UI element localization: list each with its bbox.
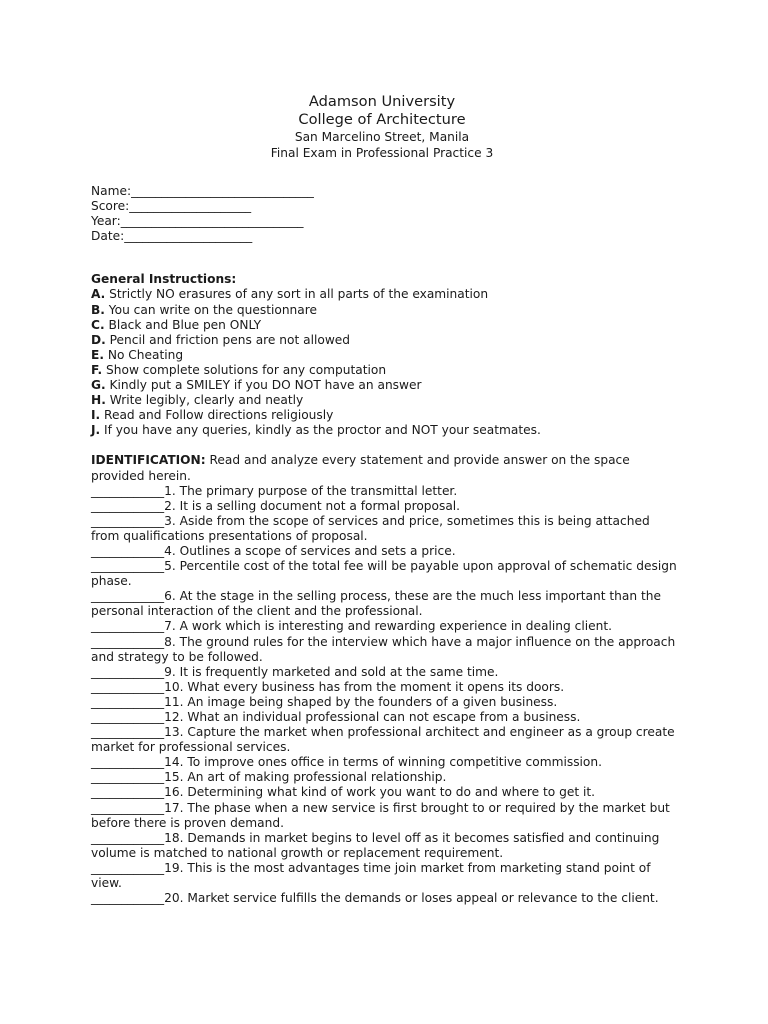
instruction-item: I. Read and Follow directions religiously: [91, 408, 334, 423]
instruction-item: F. Show complete solutions for any computation: [91, 362, 387, 377]
name-label: Name:: [91, 184, 132, 198]
date-field[interactable]: [91, 229, 681, 244]
instruction-item: C. Black and Blue pen ONLY: [91, 317, 262, 332]
answer-blank: ____________: [91, 589, 165, 604]
name-line: ______________________________: [131, 184, 314, 198]
answer-blank: ____________: [91, 710, 165, 724]
score-field[interactable]: [91, 199, 681, 214]
answer-blank: ____________: [91, 785, 165, 800]
exam-title: Final Exam in Professional Practice 3: [270, 146, 494, 160]
question-3[interactable]: ____________3. Aside from the scope of services and price, sometimes this is being attached from qualifications presentations of proposal.: [91, 513, 650, 543]
question-8[interactable]: ____________8. The ground rules for the interview which have a major influence on the approach and strategy to be followed.: [91, 634, 676, 664]
answer-blank: ____________: [91, 559, 165, 574]
answer-blank: ____________: [91, 543, 165, 558]
year-field[interactable]: [91, 214, 681, 229]
question-7[interactable]: ____________7. A work which is interesting and rewarding experience in dealing client.: [91, 619, 612, 634]
question-14[interactable]: ____________14. To improve ones office in terms of winning competitive commission.: [91, 755, 602, 770]
answer-blank: ____________: [91, 694, 165, 709]
question-2[interactable]: ____________2. It is a selling document not a formal proposal.: [91, 498, 461, 513]
answer-blank: ____________: [91, 725, 165, 740]
answer-blank: ____________: [91, 634, 165, 649]
question-16[interactable]: ____________16. Determining what kind of work you want to do and where to get it.: [91, 785, 596, 800]
identification-title: IDENTIFICATION:: [91, 453, 206, 468]
question-19[interactable]: ____________19. This is the most advantages time join market from marketing stand point of view.: [91, 860, 651, 891]
score-label: Score:: [91, 199, 130, 214]
exam-page: [91, 93, 681, 906]
answer-blank: ____________: [91, 498, 165, 513]
answer-blank: ____________: [91, 891, 165, 906]
answer-blank: ____________: [91, 483, 165, 498]
question-9[interactable]: ____________9. It is frequently marketed and sold at the same time.: [91, 664, 499, 679]
instruction-item: H. Write legibly, clearly and neatly: [91, 393, 304, 408]
question-20[interactable]: ____________20. Market service fulfills the demands or loses appeal or relevance to the client.: [91, 891, 659, 906]
answer-blank: ____________: [91, 513, 165, 528]
question-1[interactable]: ____________1. The primary purpose of the transmittal letter.: [91, 483, 458, 498]
identification-section: [91, 453, 681, 906]
identification-intro: IDENTIFICATION: Read and analyze every statement and provide answer on the space provided herein.: [91, 453, 630, 483]
answer-blank: ____________: [91, 830, 165, 845]
question-13[interactable]: ____________13. Capture the market when professional architect and engineer as a group create market for professional services.: [91, 725, 675, 755]
instruction-item: G. Kindly put a SMILEY if you DO NOT have an answer: [91, 378, 422, 393]
year-label: Year:: [91, 214, 121, 229]
instruction-item: E. No Cheating: [91, 347, 184, 362]
question-5[interactable]: ____________5. Percentile cost of the total fee will be payable upon approval of schematic design phase.: [91, 559, 677, 589]
answer-blank: ____________: [91, 679, 165, 694]
exam-header: [87, 93, 677, 161]
instruction-item: D. Pencil and friction pens are not allowed: [91, 332, 351, 347]
question-12[interactable]: ____________12. What an individual professional can not escape from a business.: [91, 710, 581, 724]
question-10[interactable]: ____________10. What every business has from the moment it opens its doors.: [91, 679, 565, 694]
university-name: Adamson University: [308, 93, 456, 110]
answer-blank: ____________: [91, 619, 165, 634]
instruction-item: B. You can write on the questionnare: [91, 302, 317, 317]
question-11[interactable]: ____________11. An image being shaped by the founders of a given business.: [91, 694, 558, 709]
score-line: ____________________: [129, 199, 252, 214]
name-field[interactable]: [91, 184, 681, 199]
answer-blank: ____________: [91, 755, 165, 770]
instruction-item: A. Strictly NO erasures of any sort in all parts of the examination: [91, 287, 489, 302]
answer-blank: ____________: [91, 800, 165, 815]
question-18[interactable]: ____________18. Demands in market begins to level off as it becomes satisfied and continuing volume is matched to national growth or replacement requirement.: [91, 830, 660, 860]
address: San Marcelino Street, Manila: [294, 130, 470, 144]
answer-blank: ____________: [91, 770, 165, 785]
instruction-item: J. If you have any queries, kindly as the proctor and NOT your seatmates.: [91, 423, 541, 438]
general-instructions: [91, 272, 681, 438]
answer-blank: ____________: [91, 860, 165, 875]
student-fields: [91, 184, 681, 244]
college-name: College of Architecture: [298, 111, 466, 128]
instructions-title: General Instructions:: [91, 272, 237, 287]
answer-blank: ____________: [91, 664, 165, 679]
year-line: ______________________________: [120, 214, 304, 229]
question-15[interactable]: ____________15. An art of making professional relationship.: [91, 770, 447, 785]
question-4[interactable]: ____________4. Outlines a scope of services and sets a price.: [91, 543, 456, 558]
question-17[interactable]: ____________17. The phase when a new service is first brought to or required by the market but before there is proven demand.: [91, 800, 670, 830]
date-label: Date:: [91, 229, 125, 244]
date-line: _____________________: [124, 229, 253, 244]
question-6[interactable]: ____________6. At the stage in the selling process, these are the much less important than the personal interaction of the client and the professional.: [91, 589, 661, 619]
